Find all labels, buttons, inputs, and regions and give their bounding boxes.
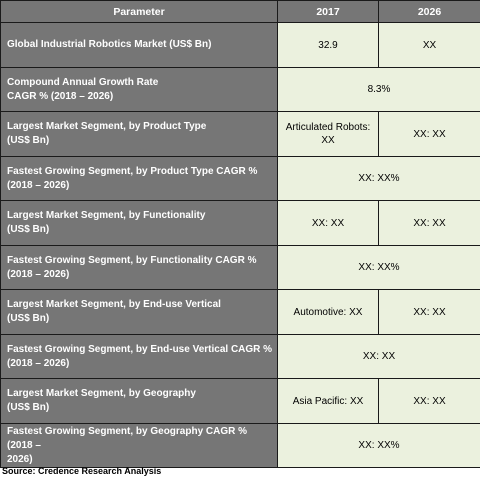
value-merged: 8.3%: [278, 68, 480, 112]
row-label: Fastest Growing Segment, by Product Type CAGR % (2018 – 2026): [1, 157, 278, 201]
value-2026: XX: [379, 23, 480, 68]
table-row: [1, 290, 480, 335]
value-2017: Automotive: XX: [278, 290, 379, 335]
value-merged: XX: XX%: [278, 424, 480, 468]
table-row: [1, 157, 480, 201]
value-2026: XX: XX: [379, 290, 480, 335]
table-row: [1, 379, 480, 424]
row-label: Largest Market Segment, by Functionality (US$ Bn): [1, 201, 278, 246]
row-label: Fastest Growing Segment, by End-use Vertical CAGR % (2018 – 2026): [1, 335, 278, 379]
row-label: Global Industrial Robotics Market (US$ Bn): [1, 23, 278, 68]
table-row: [1, 23, 480, 68]
row-label: Largest Market Segment, by Product Type (US$ Bn): [1, 112, 278, 157]
header-parameter: Parameter: [1, 1, 278, 23]
value-2026: XX: XX: [379, 112, 480, 157]
table-row: [1, 68, 480, 112]
table-row: [1, 201, 480, 246]
value-2026: XX: XX: [379, 379, 480, 424]
header-2026: 2026: [379, 1, 480, 23]
source-note: Source: Credence Research Analysis: [2, 466, 162, 476]
value-2017: Articulated Robots: XX: [278, 112, 379, 157]
value-2026: XX: XX: [379, 201, 480, 246]
table-row: [1, 112, 480, 157]
row-label: Fastest Growing Segment, by Functionality CAGR % (2018 – 2026): [1, 246, 278, 290]
value-2017: 32.9: [278, 23, 379, 68]
value-merged: XX: XX: [278, 335, 480, 379]
value-2017: Asia Pacific: XX: [278, 379, 379, 424]
value-merged: XX: XX%: [278, 157, 480, 201]
table-body: [1, 23, 480, 468]
row-label: Compound Annual Growth Rate CAGR % (2018 – 2026): [1, 68, 278, 112]
table-row: [1, 424, 480, 468]
row-label: Largest Market Segment, by Geography (US$ Bn): [1, 379, 278, 424]
value-2017: XX: XX: [278, 201, 379, 246]
value-merged: XX: XX%: [278, 246, 480, 290]
table-row: [1, 246, 480, 290]
table-row: [1, 335, 480, 379]
header-2017: 2017: [278, 1, 379, 23]
table-header-row: [1, 1, 480, 23]
row-label: Largest Market Segment, by End-use Vertical (US$ Bn): [1, 290, 278, 335]
row-label: Fastest Growing Segment, by Geography CAGR % (2018 – 2026): [1, 424, 278, 468]
